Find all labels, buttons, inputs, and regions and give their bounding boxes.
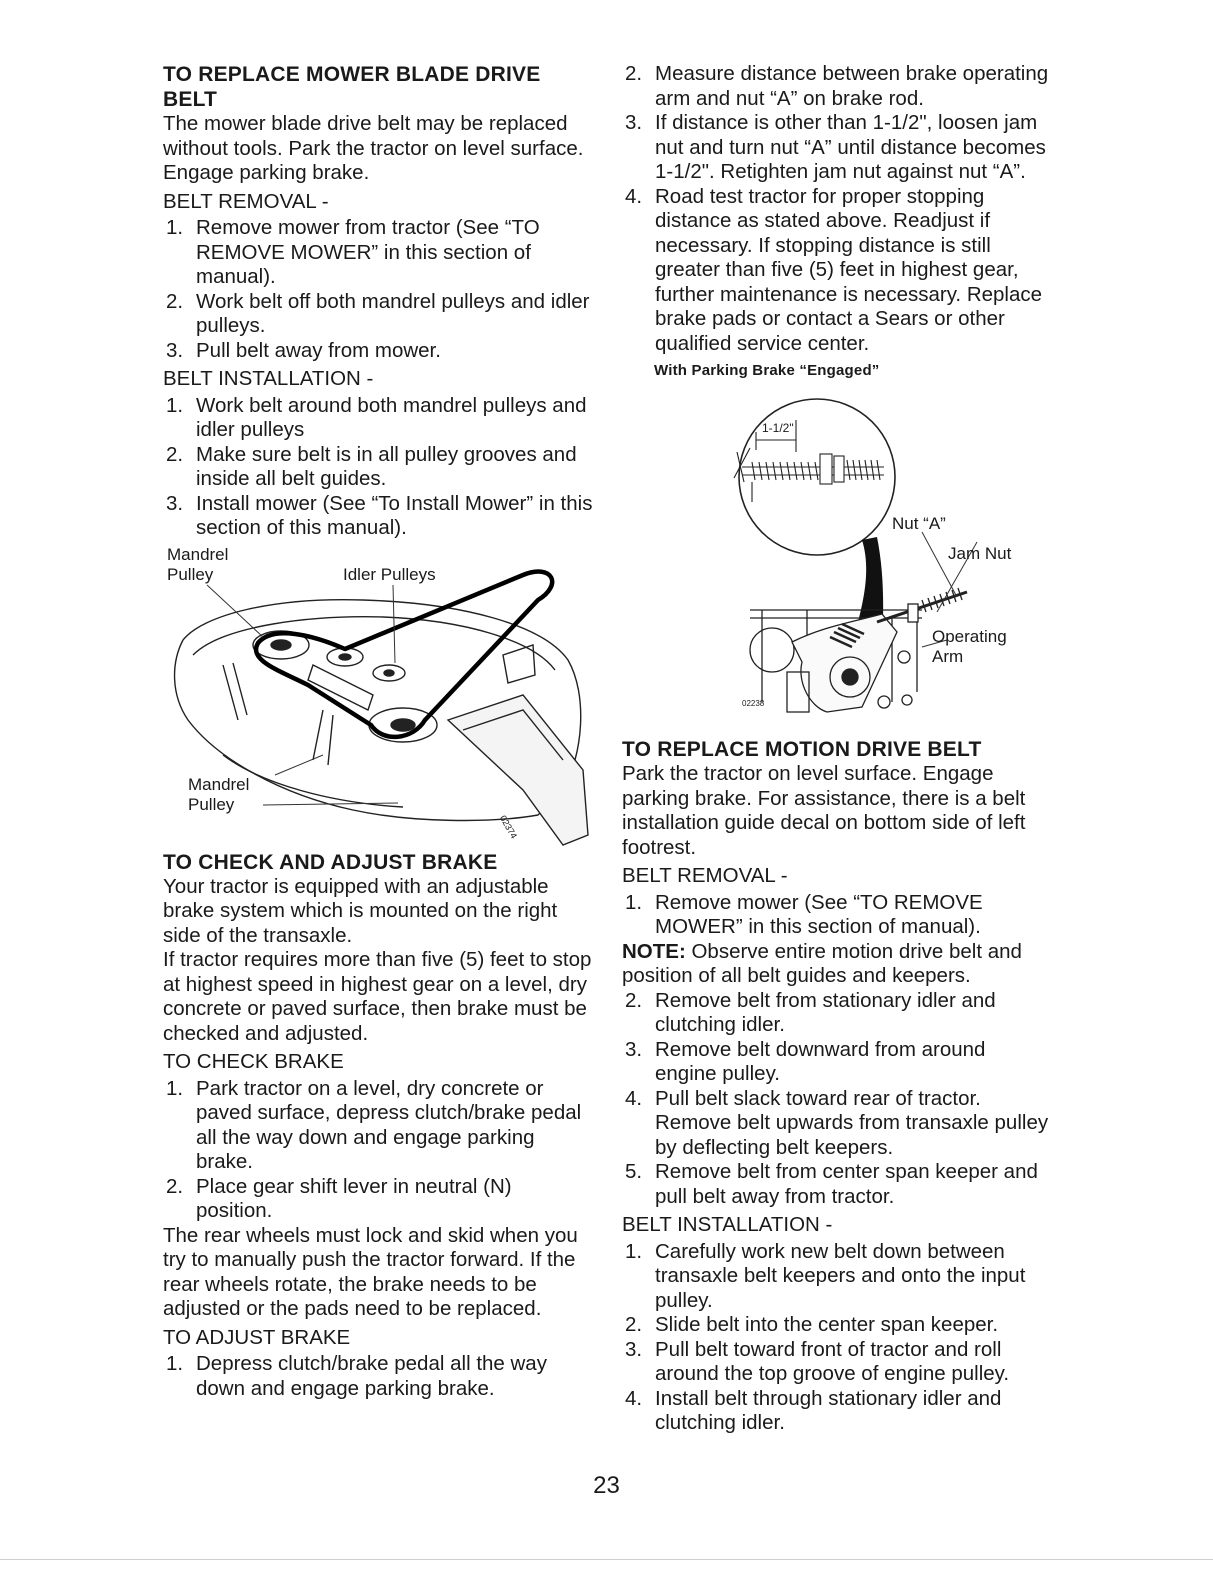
list-item — [163, 339, 593, 364]
list-item — [622, 1313, 1052, 1338]
blade-belt-removal-steps — [163, 216, 593, 363]
blade-belt-intro: The mower blade drive belt may be replaced without tools. Park the tractor on level surface. Engage parking brake. — [163, 112, 584, 184]
step-number: 1. — [166, 216, 184, 239]
list-item — [622, 1160, 1052, 1209]
step-number: 3. — [625, 111, 643, 134]
step-text: Pull belt away from mower. — [196, 338, 441, 362]
step-text: Remove mower (See “TO REMOVE MOWER” in this section of manual). — [655, 890, 983, 938]
step-number: 1. — [166, 393, 184, 417]
page-number: 23 — [593, 1472, 620, 1499]
bottom-divider — [0, 1559, 1213, 1560]
note-text: Observe entire motion drive belt and position of all belt guides and keepers. — [622, 939, 1022, 987]
step-text: Measure distance between brake operating arm and nut “A” on brake rod. — [655, 62, 1049, 110]
brake-para-3: The rear wheels must lock and skid when you try to manually push the tractor forward. If the rear wheels rotate, the brake needs to be adjusted or the pads need to be replaced. — [163, 1223, 578, 1320]
motion-belt-install-title: BELT INSTALLATION - — [622, 1213, 833, 1236]
label-jam-nut: Jam Nut — [948, 544, 1012, 563]
step-text: Install mower (See “To Install Mower” in this section of this manual). — [196, 491, 593, 539]
list-item — [622, 1338, 1052, 1387]
motion-belt-removal-steps — [622, 989, 1052, 1210]
step-text: Remove belt from center span keeper and pull belt away from tractor. — [655, 1160, 1038, 1208]
step-text: Road test tractor for proper stopping distance as stated above. Readjust if necessary. If stopping distance is still greater than five (5) feet in highest gear, further maintenance is necessary. Replace brake pads or contact a Sears or other qualified service center. — [655, 184, 1043, 355]
adjust-brake-title: TO ADJUST BRAKE — [163, 1325, 351, 1349]
step-text: Make sure belt is in all pulley grooves and inside all belt guides. — [196, 442, 577, 490]
step-text: Park tractor on a level, dry concrete or paved surface, depress clutch/brake pedal all the way down and engage parking brake. — [196, 1076, 582, 1173]
list-item — [622, 1087, 1052, 1161]
step-text: If distance is other than 1-1/2", loosen jam nut and turn nut “A” until distance becomes 1-1/2". Retighten jam nut against nut “A”. — [655, 111, 1046, 183]
motion-belt-removal-title: BELT REMOVAL - — [622, 864, 788, 887]
list-item — [163, 1175, 593, 1224]
blade-belt-install-title: BELT INSTALLATION - — [163, 367, 374, 390]
heading-replace-motion-belt: TO REPLACE MOTION DRIVE BELT — [622, 738, 982, 761]
step-number: 3. — [625, 1337, 643, 1361]
list-item — [163, 492, 593, 541]
brake-para-2: If tractor requires more than five (5) feet to stop at highest speed in highest gear on a level, dry concrete or paved surface, then brake must be checked and adjusted. — [163, 948, 592, 1045]
step-text: Remove mower from tractor (See “TO REMOVE MOWER” in this section of manual). — [196, 216, 540, 288]
label-line: Arm — [932, 647, 964, 666]
dimension-label: 1-1/2" — [762, 421, 794, 435]
step-text: Work belt off both mandrel pulleys and idler pulleys. — [196, 289, 590, 337]
list-item — [622, 989, 1052, 1038]
step-number: 2. — [625, 62, 643, 85]
label-line: Pulley — [188, 794, 235, 814]
label-line: Pulley — [167, 564, 214, 584]
step-number: 2. — [166, 442, 184, 466]
motion-belt-install-steps — [622, 1240, 1052, 1436]
step-number: 1. — [625, 890, 643, 914]
step-text: Depress clutch/brake pedal all the way down and engage parking brake. — [196, 1352, 547, 1400]
blade-belt-removal-title: BELT REMOVAL - — [163, 189, 329, 213]
step-text: Remove belt downward from around engine pulley. — [655, 1037, 986, 1085]
step-number: 3. — [166, 491, 184, 515]
step-number: 2. — [625, 988, 643, 1012]
label-line: Operating — [932, 627, 1007, 646]
list-item — [622, 1038, 1052, 1087]
step-number: 1. — [166, 1352, 184, 1375]
figure-part-code: 02374 — [497, 813, 520, 840]
step-number: 4. — [625, 184, 643, 208]
list-item — [163, 1352, 593, 1401]
list-item — [622, 1387, 1052, 1436]
blade-belt-install-steps — [163, 394, 593, 541]
list-item — [163, 290, 593, 339]
list-item — [622, 111, 1052, 185]
step-number: 3. — [625, 1037, 643, 1061]
step-number: 4. — [625, 1386, 643, 1410]
brake-figure-caption: With Parking Brake “Engaged” — [654, 362, 880, 379]
list-item — [622, 891, 1052, 940]
step-number: 2. — [625, 1313, 643, 1336]
step-text: Remove belt from stationary idler and clutching idler. — [655, 988, 996, 1036]
list-item — [622, 62, 1052, 111]
check-brake-title: TO CHECK BRAKE — [163, 1050, 344, 1073]
step-text: Pull belt toward front of tractor and roll around the top groove of engine pulley. — [655, 1337, 1010, 1385]
left-column — [163, 62, 593, 1401]
label-line: Mandrel — [188, 774, 250, 794]
step-text: Install belt through stationary idler and clutching idler. — [655, 1386, 1002, 1434]
label-operating-arm — [932, 627, 1007, 667]
motion-belt-intro: Park the tractor on level surface. Engage parking brake. For assistance, there is a belt installation guide decal on bottom side of left footrest. — [622, 762, 1026, 859]
label-idler-pulleys: Idler Pulleys — [343, 564, 436, 584]
right-column — [622, 62, 1052, 1436]
step-number: 5. — [625, 1160, 643, 1183]
brake-para-1: Your tractor is equipped with an adjustable brake system which is mounted on the right side of the transaxle. — [163, 874, 558, 947]
step-number: 1. — [625, 1239, 643, 1263]
note-label: NOTE: — [622, 939, 686, 963]
step-number: 4. — [625, 1086, 643, 1110]
adjust-brake-steps — [163, 1352, 593, 1401]
list-item — [163, 394, 593, 443]
heading-check-adjust-brake: TO CHECK AND ADJUST BRAKE — [163, 850, 498, 874]
step-text: Place gear shift lever in neutral (N) position. — [196, 1174, 512, 1222]
step-number: 2. — [166, 289, 184, 313]
adjust-brake-steps-continued — [622, 62, 1052, 356]
step-number: 3. — [166, 338, 184, 362]
label-mandrel-pulley-top — [167, 545, 228, 585]
list-item — [163, 443, 593, 492]
label-mandrel-pulley-bottom — [188, 775, 249, 815]
list-item — [163, 1077, 593, 1175]
list-item — [622, 1240, 1052, 1314]
mower-deck-figure — [163, 545, 593, 850]
step-text: Pull belt slack toward rear of tractor. Remove belt upwards from transaxle pulley by deflecting belt keepers. — [655, 1086, 1049, 1159]
step-text: Work belt around both mandrel pulleys and idler pulleys — [196, 393, 587, 441]
label-nut-a: Nut “A” — [892, 514, 946, 533]
step-text: Slide belt into the center span keeper. — [655, 1313, 999, 1336]
list-item — [163, 216, 593, 290]
label-line: Mandrel — [167, 544, 229, 564]
step-number: 1. — [166, 1076, 184, 1100]
step-number: 2. — [166, 1174, 184, 1198]
motion-belt-removal-step-1 — [622, 891, 1052, 940]
step-text: Carefully work new belt down between transaxle belt keepers and onto the input pulley. — [655, 1239, 1026, 1312]
motion-belt-note — [622, 940, 1052, 989]
brake-figure — [622, 382, 1052, 737]
check-brake-steps — [163, 1077, 593, 1224]
heading-replace-blade-belt: TO REPLACE MOWER BLADE DRIVE BELT — [163, 63, 541, 111]
figure-part-code: 02238 — [742, 699, 765, 708]
list-item — [622, 185, 1052, 357]
